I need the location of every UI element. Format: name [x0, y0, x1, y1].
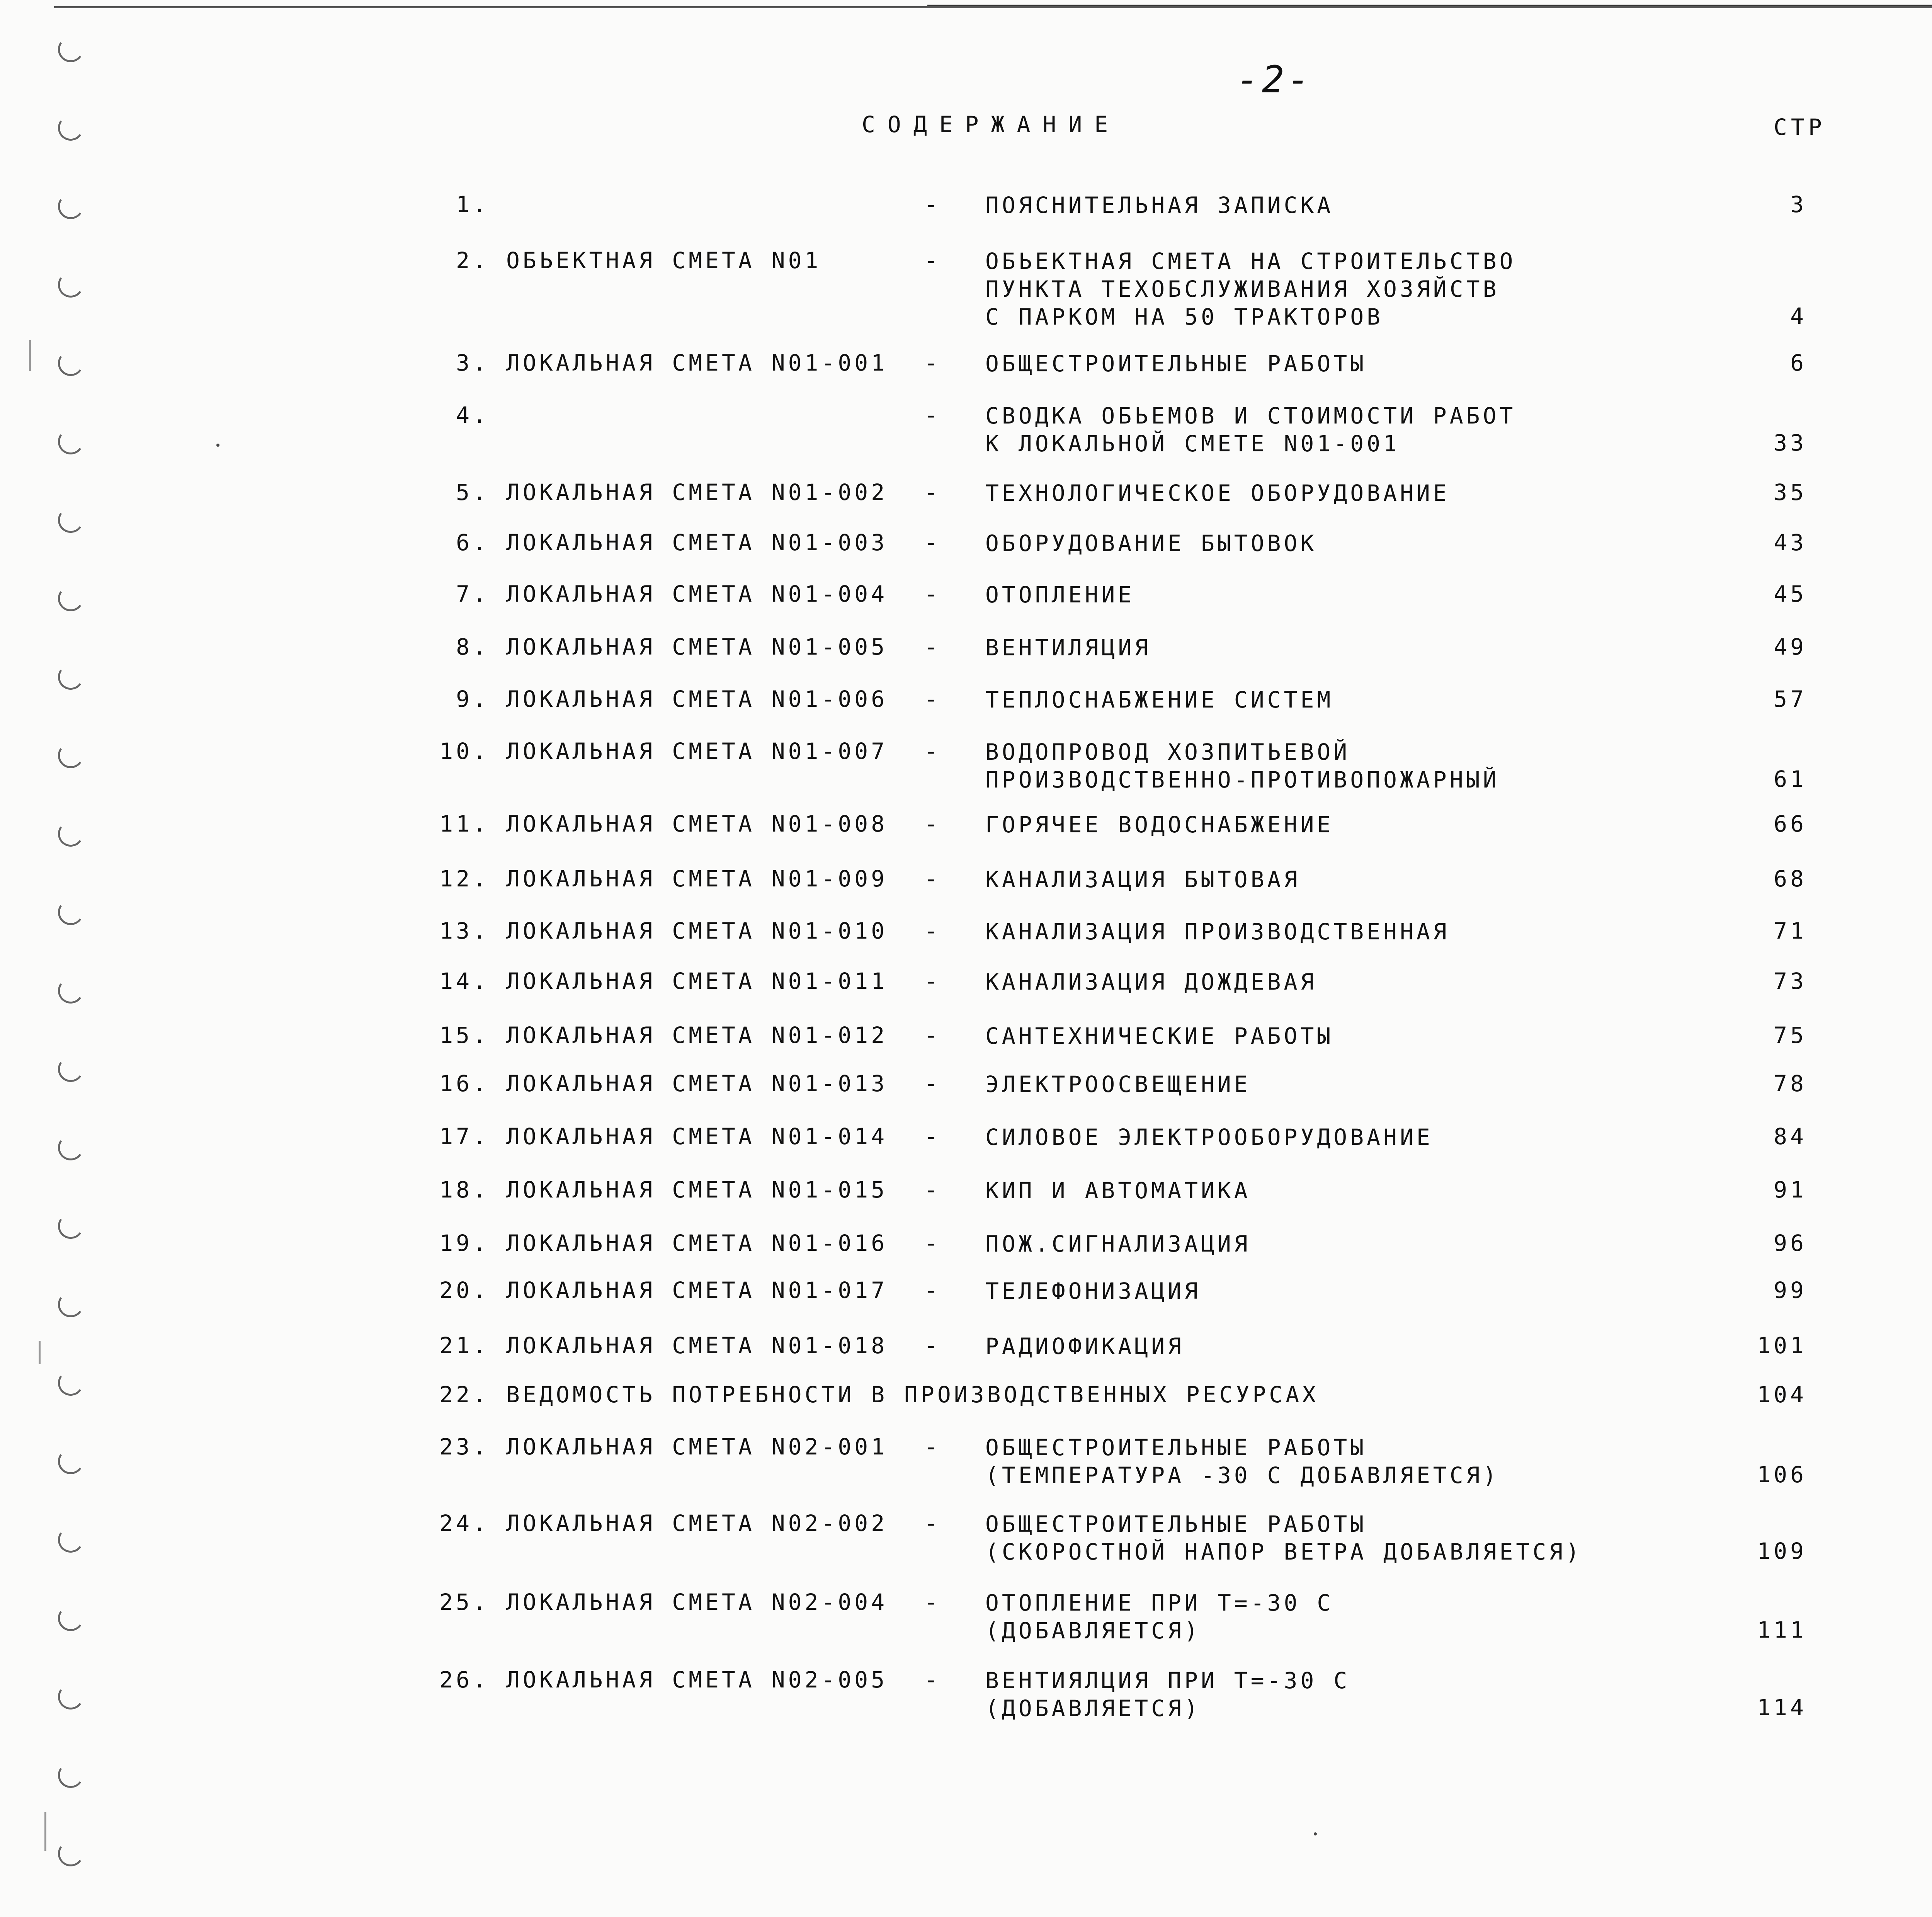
tractor-hole	[56, 113, 85, 143]
toc-item-number: 24.	[439, 1510, 489, 1536]
tractor-hole	[56, 1211, 85, 1241]
toc-page-number: 61	[1774, 766, 1807, 792]
toc-estimate-ref: ЛОКАЛЬНАЯ СМЕТА N01-013	[506, 1070, 888, 1097]
toc-description: ОБЬЕКТНАЯ СМЕТА НА СТРОИТЕЛЬСТВО ПУНКТА ТЕХОБСЛУЖИВАНИЯ ХОЗЯЙСТВ С ПАРКОМ НА 50 ТРАКТОРОВ	[985, 248, 1516, 330]
tractor-hole	[56, 35, 85, 64]
toc-description: ОБОРУДОВАНИЕ БЫТОВОК	[985, 530, 1317, 556]
toc-item-number: 19.	[439, 1230, 489, 1256]
toc-separator: -	[924, 529, 941, 556]
toc-item-number: 22.	[439, 1381, 489, 1408]
toc-description: ОТОПЛЕНИЕ ПРИ Т=-30 С (ДОБАВЛЯЕТСЯ)	[985, 1590, 1334, 1644]
toc-item-number: 7.	[456, 581, 489, 607]
toc-separator: -	[924, 191, 941, 218]
toc-page-number: 101	[1757, 1332, 1807, 1359]
toc-estimate-ref: ЛОКАЛЬНАЯ СМЕТА N01-011	[506, 968, 888, 994]
toc-page-number: 106	[1757, 1461, 1807, 1488]
toc-page-number: 33	[1774, 430, 1807, 456]
toc-separator: -	[924, 1434, 941, 1460]
toc-estimate-ref: ЛОКАЛЬНАЯ СМЕТА N01-008	[506, 811, 888, 837]
toc-separator: -	[924, 866, 941, 892]
toc-page-number: 109	[1757, 1538, 1807, 1564]
toc-item-number: 2.	[456, 247, 489, 274]
toc-separator: -	[924, 1277, 941, 1303]
toc-item-number: 3.	[456, 350, 489, 376]
toc-page-number: 91	[1774, 1177, 1807, 1203]
toc-item-number: 15.	[439, 1022, 489, 1048]
toc-separator: -	[924, 1589, 941, 1615]
toc-item-number: 4.	[456, 402, 489, 428]
tractor-hole	[56, 270, 85, 299]
toc-separator: -	[924, 918, 941, 944]
toc-description: ЭЛЕКТРООСВЕЩЕНИЕ	[985, 1071, 1251, 1097]
tractor-hole	[56, 349, 85, 378]
toc-description: ТЕЛЕФОНИЗАЦИЯ	[985, 1278, 1201, 1304]
toc-page-number: 78	[1774, 1070, 1807, 1097]
toc-description: СИЛОВОЕ ЭЛЕКТРООБОРУДОВАНИЕ	[985, 1124, 1433, 1150]
tractor-hole	[56, 505, 85, 535]
toc-item-number: 12.	[439, 866, 489, 892]
tractor-hole	[56, 1682, 85, 1711]
toc-description: ОБЩЕСТРОИТЕЛЬНЫЕ РАБОТЫ (СКОРОСТНОЙ НАПОР ВЕТРА ДОБАВЛЯЕТСЯ)	[985, 1511, 1583, 1565]
toc-separator: -	[924, 402, 941, 428]
toc-page-number: 66	[1774, 811, 1807, 837]
toc-estimate-ref: ЛОКАЛЬНАЯ СМЕТА N02-005	[506, 1667, 888, 1693]
toc-description: ГОРЯЧЕЕ ВОДОСНАБЖЕНИЕ	[985, 811, 1334, 838]
toc-estimate-ref: ЛОКАЛЬНАЯ СМЕТА N01-009	[506, 866, 888, 892]
tractor-hole	[56, 741, 85, 770]
toc-page-number: 99	[1774, 1277, 1807, 1303]
toc-item-number: 6.	[456, 529, 489, 556]
toc-estimate-ref: ВЕДОМОСТЬ ПОТРЕБНОСТИ В ПРОИЗВОДСТВЕННЫХ РЕСУРСАХ	[506, 1381, 1319, 1408]
margin-mark	[39, 1341, 41, 1364]
toc-page-number: 75	[1774, 1022, 1807, 1048]
toc-item-number: 9.	[456, 686, 489, 712]
toc-page-number: 73	[1774, 968, 1807, 994]
toc-separator: -	[924, 1230, 941, 1256]
tractor-holes-left	[58, 0, 93, 1917]
toc-page-number: 4	[1790, 303, 1807, 329]
toc-page-number: 49	[1774, 634, 1807, 660]
toc-page-number: 68	[1774, 866, 1807, 892]
tractor-hole	[56, 1839, 85, 1868]
toc-page-number: 84	[1774, 1123, 1807, 1150]
page-number: -2-	[1236, 58, 1313, 101]
toc-item-number: 23.	[439, 1434, 489, 1460]
toc-description: ВОДОПРОВОД ХОЗПИТЬЕВОЙ ПРОИЗВОДСТВЕННО-ПРОТИВОПОЖАРНЫЙ	[985, 739, 1500, 793]
toc-estimate-ref: ЛОКАЛЬНАЯ СМЕТА N01-017	[506, 1277, 888, 1303]
toc-estimate-ref: ЛОКАЛЬНАЯ СМЕТА N02-002	[506, 1510, 888, 1536]
toc-description: КАНАЛИЗАЦИЯ ДОЖДЕВАЯ	[985, 969, 1317, 995]
toc-page-number: 6	[1790, 350, 1807, 376]
toc-separator: -	[924, 1510, 941, 1536]
tractor-hole	[56, 1055, 85, 1084]
toc-description: СВОДКА ОБЬЕМОВ И СТОИМОСТИ РАБОТ К ЛОКАЛЬНОЙ СМЕТЕ N01-001	[985, 403, 1516, 457]
margin-mark	[29, 340, 31, 371]
toc-item-number: 1.	[456, 191, 489, 218]
toc-item-number: 16.	[439, 1070, 489, 1097]
toc-separator: -	[924, 738, 941, 764]
toc-estimate-ref: ЛОКАЛЬНАЯ СМЕТА N01-004	[506, 581, 888, 607]
toc-page-number: 114	[1757, 1694, 1807, 1721]
toc-item-number: 14.	[439, 968, 489, 994]
toc-separator: -	[924, 634, 941, 660]
margin-mark	[44, 1812, 46, 1851]
toc-item-number: 26.	[439, 1667, 489, 1693]
toc-description: ОБЩЕСТРОИТЕЛЬНЫЕ РАБОТЫ (ТЕМПЕРАТУРА -30 С ДОБАВЛЯЕТСЯ)	[985, 1434, 1500, 1488]
tractor-hole	[56, 662, 85, 692]
toc-separator: -	[924, 811, 941, 837]
toc-separator: -	[924, 1177, 941, 1203]
tractor-hole	[56, 1368, 85, 1398]
toc-item-number: 18.	[439, 1177, 489, 1203]
toc-page-number: 45	[1774, 581, 1807, 607]
toc-page-number: 43	[1774, 529, 1807, 556]
toc-description: КИП И АВТОМАТИКА	[985, 1177, 1251, 1204]
tractor-hole	[56, 1290, 85, 1319]
toc-separator: -	[924, 1332, 941, 1359]
toc-estimate-ref: ЛОКАЛЬНАЯ СМЕТА N01-010	[506, 918, 888, 944]
toc-item-number: 17.	[439, 1123, 489, 1150]
toc-page-number: 111	[1757, 1617, 1807, 1643]
tractor-hole	[56, 584, 85, 613]
toc-description: ПОЖ.СИГНАЛИЗАЦИЯ	[985, 1231, 1251, 1257]
toc-estimate-ref: ЛОКАЛЬНАЯ СМЕТА N01-003	[506, 529, 888, 556]
paper-top-edge	[54, 0, 1932, 8]
tractor-hole	[56, 1525, 85, 1555]
speck	[216, 444, 219, 447]
toc-item-number: 10.	[439, 738, 489, 764]
tractor-hole	[56, 898, 85, 927]
toc-separator: -	[924, 1022, 941, 1048]
toc-estimate-ref: ЛОКАЛЬНАЯ СМЕТА N01-002	[506, 479, 888, 505]
toc-estimate-ref: ЛОКАЛЬНАЯ СМЕТА N01-012	[506, 1022, 888, 1048]
speck	[1314, 1832, 1317, 1835]
tractor-hole	[56, 1447, 85, 1476]
toc-page-number: 96	[1774, 1230, 1807, 1256]
toc-estimate-ref: ОБЬЕКТНАЯ СМЕТА N01	[506, 247, 821, 274]
toc-page-number: 104	[1757, 1381, 1807, 1408]
tractor-hole	[56, 192, 85, 221]
toc-separator: -	[924, 1123, 941, 1150]
paper-top-edge-mark	[927, 5, 1932, 6]
toc-estimate-ref: ЛОКАЛЬНАЯ СМЕТА N01-006	[506, 686, 888, 712]
tractor-hole	[56, 1604, 85, 1633]
toc-estimate-ref: ЛОКАЛЬНАЯ СМЕТА N02-001	[506, 1434, 888, 1460]
page-title: СОДЕРЖАНИЕ	[862, 111, 1121, 138]
toc-separator: -	[924, 350, 941, 376]
tractor-hole	[56, 819, 85, 849]
tractor-hole	[56, 1133, 85, 1162]
toc-page-number: 3	[1790, 191, 1807, 218]
toc-description: ВЕНТИЛЯЦИЯ	[985, 634, 1151, 661]
toc-page-number: 35	[1774, 479, 1807, 505]
toc-item-number: 5.	[456, 479, 489, 505]
toc-description: КАНАЛИЗАЦИЯ ПРОИЗВОДСТВЕННАЯ	[985, 919, 1450, 945]
tractor-hole	[56, 1761, 85, 1790]
toc-item-number: 11.	[439, 811, 489, 837]
toc-separator: -	[924, 479, 941, 505]
toc-estimate-ref: ЛОКАЛЬНАЯ СМЕТА N02-004	[506, 1589, 888, 1615]
toc-separator: -	[924, 1667, 941, 1693]
toc-page-number: 57	[1774, 686, 1807, 712]
toc-description: ТЕПЛОСНАБЖЕНИЕ СИСТЕМ	[985, 687, 1334, 713]
toc-estimate-ref: ЛОКАЛЬНАЯ СМЕТА N01-018	[506, 1332, 888, 1359]
toc-item-number: 20.	[439, 1277, 489, 1303]
toc-page-number: 71	[1774, 918, 1807, 944]
toc-description: КАНАЛИЗАЦИЯ БЫТОВАЯ	[985, 866, 1301, 893]
toc-item-number: 8.	[456, 634, 489, 660]
toc-estimate-ref: ЛОКАЛЬНАЯ СМЕТА N01-005	[506, 634, 888, 660]
toc-separator: -	[924, 581, 941, 607]
toc-estimate-ref: ЛОКАЛЬНАЯ СМЕТА N01-014	[506, 1123, 888, 1150]
toc-estimate-ref: ЛОКАЛЬНАЯ СМЕТА N01-007	[506, 738, 888, 764]
toc-estimate-ref: ЛОКАЛЬНАЯ СМЕТА N01-001	[506, 350, 888, 376]
toc-separator: -	[924, 247, 941, 274]
toc-separator: -	[924, 968, 941, 994]
toc-separator: -	[924, 686, 941, 712]
toc-separator: -	[924, 1070, 941, 1097]
page-column-header: СТР	[1774, 114, 1826, 140]
toc-description: САНТЕХНИЧЕСКИЕ РАБОТЫ	[985, 1023, 1334, 1049]
tractor-hole	[56, 976, 85, 1005]
toc-item-number: 13.	[439, 918, 489, 944]
toc-description: ПОЯСНИТЕЛЬНАЯ ЗАПИСКА	[985, 192, 1334, 218]
toc-description: ОТОПЛЕНИЕ	[985, 582, 1135, 608]
toc-item-number: 25.	[439, 1589, 489, 1615]
tractor-hole	[56, 427, 85, 456]
toc-description: ОБЩЕСТРОИТЕЛЬНЫЕ РАБОТЫ	[985, 350, 1367, 377]
toc-item-number: 21.	[439, 1332, 489, 1359]
toc-estimate-ref: ЛОКАЛЬНАЯ СМЕТА N01-016	[506, 1230, 888, 1256]
toc-description: ТЕХНОЛОГИЧЕСКОЕ ОБОРУДОВАНИЕ	[985, 480, 1450, 506]
toc-description: ВЕНТИЯЛЦИЯ ПРИ Т=-30 С (ДОБАВЛЯЕТСЯ)	[985, 1667, 1350, 1721]
toc-estimate-ref: ЛОКАЛЬНАЯ СМЕТА N01-015	[506, 1177, 888, 1203]
toc-description: РАДИОФИКАЦИЯ	[985, 1333, 1185, 1359]
